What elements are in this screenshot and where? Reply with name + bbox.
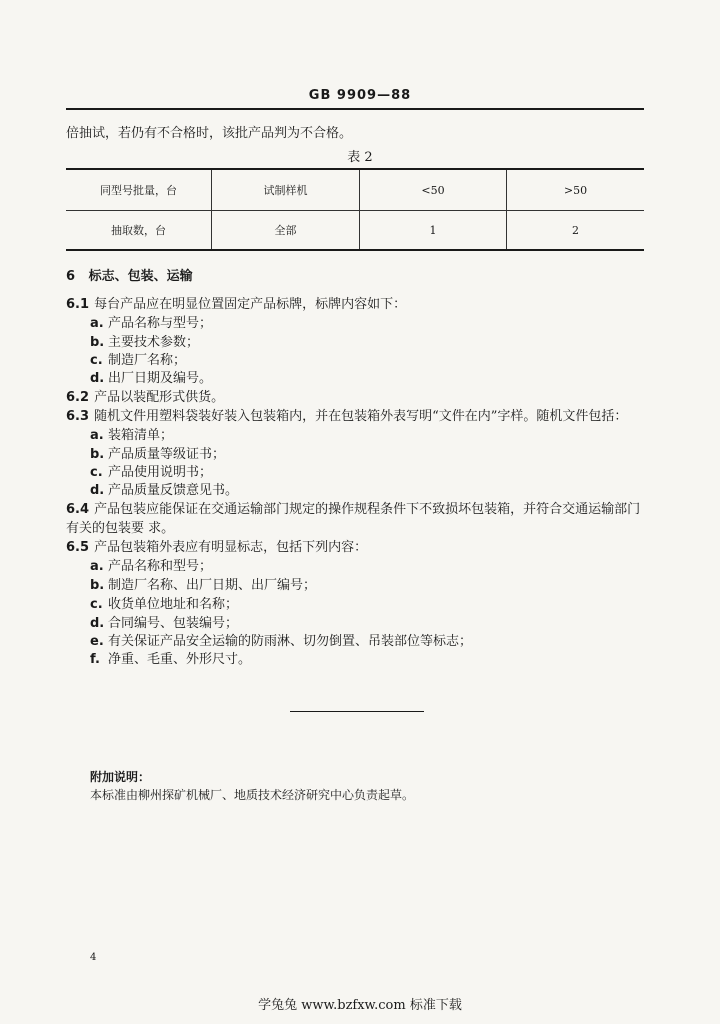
clause-number: 6.5 [66, 540, 90, 555]
table-row [66, 169, 644, 211]
item-text: 出厂日期及编号。 [108, 371, 213, 386]
item-text: 主要技术参数； [108, 335, 200, 350]
table-title: 表 2 [347, 150, 373, 165]
item-text: 有关保证产品安全运输的防雨淋、切勿倒置、吊装部位等标志； [108, 634, 473, 649]
list-item [90, 349, 186, 368]
item-text: 装箱清单； [108, 428, 174, 443]
list-item [90, 593, 238, 612]
table-cell: 同型号批量，台 [66, 169, 212, 211]
clause-text: 随机文件用塑料袋装好装入包装箱内，并在包装箱外表写明“文件在内”字样。随机文件包括： [94, 409, 628, 424]
list-item [90, 367, 212, 386]
table-row [66, 211, 644, 251]
clause-text: 产品包装应能保证在交通运输部门规定的操作规程条件下不致损坏包装箱，并符合交通运输部门 [94, 502, 641, 517]
clause-6-4-continued: 有关的包装要 求。 [66, 521, 175, 536]
section-6-heading [66, 265, 193, 284]
table-cell: 2 [507, 211, 645, 251]
list-item [90, 331, 199, 350]
item-mark: d. [90, 483, 105, 498]
item-text: 制造厂名称、出厂日期、出厂编号； [108, 578, 317, 593]
page-number: 4 [90, 952, 97, 963]
item-mark: b. [90, 578, 105, 593]
clause-6-2 [66, 386, 224, 405]
table-cell: 试制样机 [212, 169, 360, 211]
table-cell: 1 [360, 211, 507, 251]
item-text: 收货单位地址和名称； [108, 597, 239, 612]
standard-number-header: GB 9909—88 [308, 88, 412, 103]
clause-text: 产品包装箱外表应有明显标志，包括下列内容： [94, 540, 368, 555]
footer-watermark: 学兔兔 www.bzfxw.com 标准下载 [258, 998, 462, 1013]
section-title: 标志、包装、运输 [88, 269, 193, 284]
item-mark: d. [90, 371, 105, 386]
item-mark: b. [90, 335, 105, 350]
clause-text: 产品以装配形式供货。 [94, 390, 225, 405]
list-item [90, 443, 225, 462]
list-item [90, 312, 212, 331]
item-text: 产品名称和型号； [108, 559, 213, 574]
item-text: 产品质量反馈意见书。 [108, 483, 239, 498]
clause-6-4 [66, 498, 640, 517]
list-item [90, 612, 238, 631]
header-rule [66, 108, 644, 110]
list-item [90, 648, 251, 667]
clause-number: 6.2 [66, 390, 90, 405]
item-text: 产品质量等级证书； [108, 447, 226, 462]
clause-6-1 [66, 293, 406, 312]
list-item [90, 461, 212, 480]
note-title: 附加说明： [90, 770, 151, 784]
item-text: 产品使用说明书； [108, 465, 213, 480]
item-mark: d. [90, 616, 105, 631]
clause-6-5 [66, 536, 367, 555]
clause-6-3 [66, 405, 627, 424]
section-number: 6 [66, 269, 76, 284]
table-cell: >50 [507, 169, 645, 211]
list-item [90, 555, 212, 574]
clause-text: 每台产品应在明显位置固定产品标牌，标牌内容如下： [94, 297, 407, 312]
clause-number: 6.3 [66, 409, 90, 424]
item-mark: a. [90, 316, 104, 331]
item-mark: a. [90, 428, 104, 443]
clause-number: 6.1 [66, 297, 90, 312]
item-text: 产品名称与型号； [108, 316, 213, 331]
item-text: 制造厂名称； [108, 353, 187, 368]
item-mark: b. [90, 447, 105, 462]
item-mark: c. [90, 465, 103, 480]
end-divider [290, 711, 424, 712]
item-text: 合同编号、包装编号； [108, 616, 239, 631]
item-mark: e. [90, 634, 104, 649]
clause-number: 6.4 [66, 502, 90, 517]
item-text: 净重、毛重、外形尺寸。 [108, 652, 252, 667]
note-text: 本标准由柳州探矿机械厂、地质技术经济研究中心负责起草。 [90, 788, 415, 802]
item-mark: c. [90, 353, 103, 368]
list-item [90, 424, 173, 443]
table-cell: 抽取数，台 [66, 211, 212, 251]
table-2 [66, 168, 644, 251]
item-mark: f. [90, 652, 100, 667]
list-item [90, 630, 472, 649]
table-cell: 全部 [212, 211, 360, 251]
list-item [90, 479, 238, 498]
item-mark: a. [90, 559, 104, 574]
table-cell: <50 [360, 169, 507, 211]
item-mark: c. [90, 597, 103, 612]
intro-line: 倍抽试，若仍有不合格时，该批产品判为不合格。 [66, 126, 353, 141]
list-item [90, 574, 316, 593]
